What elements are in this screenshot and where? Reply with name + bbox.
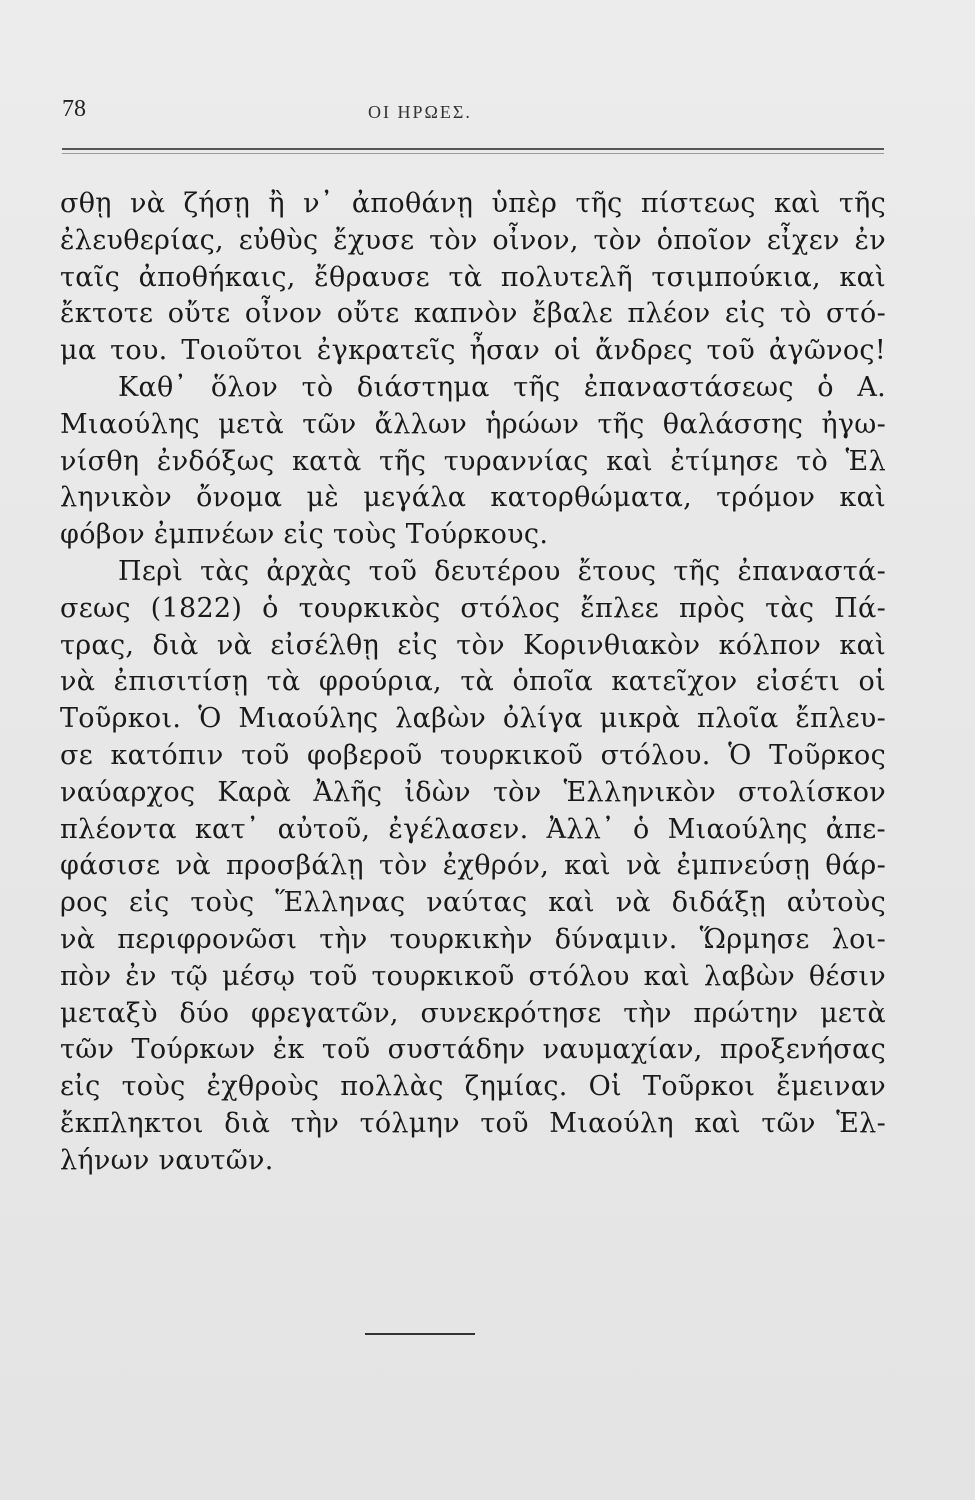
text-line: φόβον ἐμπνέων εἰς τοὺς Τούρκους. (60, 519, 549, 551)
text-line: σεως (1822) ὁ τουρκικὸς στόλος ἔπλεε πρὸς τὰς Πά- (60, 592, 886, 624)
text-line: ρος εἰς τοὺς Ἕλληνας ναύτας καὶ νὰ διδάξῃ αὐτοὺς (60, 887, 886, 919)
page-header (62, 96, 882, 136)
text-line: νίσθη ἐνδόξως κατὰ τῆς τυραννίας καὶ ἐτίμησε τὸ Ἑλ (60, 445, 886, 477)
text-line: Περὶ τὰς ἀρχὰς τοῦ δευτέρου ἔτους τῆς ἐπαναστά- (118, 555, 886, 587)
body-text (60, 186, 886, 1180)
text-line: σε κατόπιν τοῦ φοβεροῦ τουρκικοῦ στόλου. Ὁ Τοῦρκος (60, 739, 886, 771)
text-line: μα του. Τοιοῦτοι ἐγκρατεῖς ἦσαν οἱ ἄνδρες τοῦ ἀγῶνος! (60, 335, 886, 367)
text-line: Μιαούλης μετὰ τῶν ἄλλων ἡρώων τῆς θαλάσσης ἠγω- (60, 408, 886, 440)
running-title: ΟΙ ΗΡΩΕΣ. (368, 102, 472, 122)
text-line: σθῃ νὰ ζήσῃ ἢ ν᾽ ἀποθάνῃ ὑπὲρ τῆς πίστεως καὶ τῆς (60, 188, 886, 219)
text-line: νὰ ἐπισιτίσῃ τὰ φρούρια, τὰ ὁποῖα κατεῖχον εἰσέτι οἱ (60, 666, 886, 698)
text-line: ἔκπληκτοι διὰ τὴν τόλμην τοῦ Μιαούλη καὶ τῶν Ἑλ- (60, 1107, 886, 1139)
text-line: λήνων ναυτῶν. (60, 1144, 274, 1176)
section-end-rule (365, 1333, 475, 1335)
header-rule-thin (62, 153, 884, 154)
text-line: πλέοντα κατ᾽ αὐτοῦ, ἐγέλασεν. Ἀλλ᾽ ὁ Μιαούλης ἀπε- (60, 813, 886, 845)
text-line: Καθ᾽ ὅλον τὸ διάστημα τῆς ἐπαναστάσεως ὁ Α. (118, 371, 886, 403)
text-line: ναύαρχος Καρὰ Ἀλῆς ἰδὼν τὸν Ἑλληνικὸν στολίσκον (60, 776, 886, 808)
text-line: τῶν Τούρκων ἐκ τοῦ συστάδην ναυμαχίαν, προξενήσας (60, 1034, 886, 1066)
text-line: ληνικὸν ὄνομα μὲ μεγάλα κατορθώματα, τρόμον καὶ (60, 482, 886, 514)
header-rule (62, 148, 884, 150)
text-line: τρας, διὰ νὰ εἰσέλθῃ εἰς τὸν Κορινθιακὸν κόλπον καὶ (60, 629, 886, 661)
text-line: Τοῦρκοι. Ὁ Μιαούλης λαβὼν ὀλίγα μικρὰ πλοῖα ἔπλευ- (60, 703, 886, 735)
text-line: φάσισε νὰ προσβάλῃ τὸν ἐχθρόν, καὶ νὰ ἐμπνεύσῃ θάρ- (60, 850, 886, 882)
text-line: ταῖς ἀποθήκαις, ἔθραυσε τὰ πολυτελῆ τσιμπούκια, καὶ (60, 261, 886, 293)
text-line: ἐλευθερίας, εὐθὺς ἔχυσε τὸν οἶνον, τὸν ὁποῖον εἶχεν ἐν (60, 224, 886, 256)
text-line: νὰ περιφρονῶσι τὴν τουρκικὴν δύναμιν. Ὥρμησε λοι- (60, 923, 886, 955)
page-number: 78 (62, 96, 86, 122)
text-line: ἔκτοτε οὔτε οἶνον οὔτε καπνὸν ἔβαλε πλέον εἰς τὸ στό- (60, 298, 886, 330)
text-line: μεταξὺ δύο φρεγατῶν, συνεκρότησε τὴν πρώτην μετὰ (60, 997, 886, 1029)
text-line: εἰς τοὺς ἐχθροὺς πολλὰς ζημίας. Οἱ Τοῦρκοι ἔμειναν (60, 1071, 886, 1103)
text-line: πὸν ἐν τῷ μέσῳ τοῦ τουρκικοῦ στόλου καὶ λαβὼν θέσιν (60, 960, 886, 992)
